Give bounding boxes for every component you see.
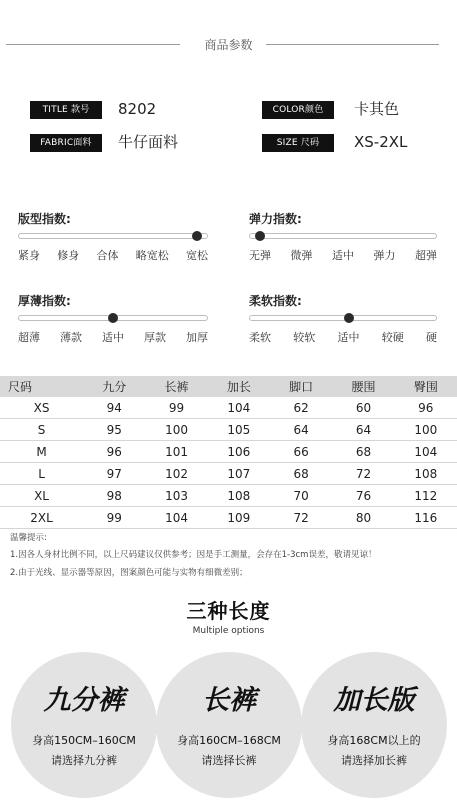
elasticity-label: 弹力 <box>373 249 396 262</box>
length-option-extra-long <box>301 652 447 798</box>
length-option-advice: 请选择加长裤 <box>341 754 407 767</box>
length-option-name: 加长版 <box>333 685 415 716</box>
elasticity-index-labels <box>249 247 437 263</box>
notes-line-2: 2.由于光线、显示器等原因，图案颜色可能与实物有细微差别； <box>10 568 248 578</box>
thickness-label: 适中 <box>102 331 124 344</box>
table-cell: 94 <box>83 397 145 419</box>
fit-index-title: 版型指数: <box>18 212 71 226</box>
table-cell: 70 <box>270 485 332 507</box>
table-cell: 109 <box>208 507 270 529</box>
fit-index-track <box>18 233 208 239</box>
table-cell: 108 <box>208 485 270 507</box>
elasticity-index-marker <box>255 231 265 241</box>
thickness-index-labels <box>18 329 208 345</box>
lengths-subtitle: Multiple options <box>192 626 265 636</box>
table-cell: 2XL <box>0 507 83 529</box>
table-cell: 107 <box>208 463 270 485</box>
size-table <box>0 376 457 529</box>
table-cell: 105 <box>208 419 270 441</box>
thickness-label: 加厚 <box>186 331 208 344</box>
fit-index-marker <box>192 231 202 241</box>
table-cell: 97 <box>83 463 145 485</box>
length-option-ninth <box>11 652 157 798</box>
table-cell: 106 <box>208 441 270 463</box>
table-cell: 80 <box>332 507 394 529</box>
length-option-name: 长裤 <box>202 685 256 716</box>
table-row <box>0 507 457 529</box>
length-option-long <box>156 652 302 798</box>
thickness-label: 厚款 <box>144 331 166 344</box>
header-extra-long: 加长 <box>208 376 270 397</box>
table-cell: 96 <box>83 441 145 463</box>
fit-index-labels <box>18 247 208 263</box>
table-row <box>0 419 457 441</box>
softness-label: 适中 <box>337 331 360 344</box>
header-long: 长裤 <box>145 376 207 397</box>
notes-line-1: 1.因各人身材比例不同，以上尺码建议仅供参考；因是手工测量，会存在1-3cm误差，敬请见谅！ <box>10 550 377 560</box>
color-value: 卡其色 <box>354 100 400 118</box>
table-cell: 104 <box>145 507 207 529</box>
table-cell: 96 <box>395 397 457 419</box>
table-row <box>0 463 457 485</box>
section-title: 商品参数 <box>204 38 253 52</box>
table-cell: L <box>0 463 83 485</box>
thickness-label: 薄款 <box>60 331 82 344</box>
softness-label: 较软 <box>293 331 316 344</box>
table-cell: 62 <box>270 397 332 419</box>
table-cell: 104 <box>208 397 270 419</box>
color-tag: COLOR颜色 <box>262 101 334 119</box>
header-hem: 脚口 <box>270 376 332 397</box>
elasticity-label: 超弹 <box>415 249 437 262</box>
header-size: 尺码 <box>0 376 83 397</box>
table-cell: 60 <box>332 397 394 419</box>
table-cell: 68 <box>332 441 394 463</box>
table-cell: 101 <box>145 441 207 463</box>
table-cell: XL <box>0 485 83 507</box>
fit-label: 宽松 <box>186 249 208 262</box>
table-cell: XS <box>0 397 83 419</box>
elasticity-index-title: 弹力指数: <box>249 212 302 226</box>
title-value: 8202 <box>118 100 157 118</box>
softness-label: 柔软 <box>249 331 271 344</box>
notes-title: 温馨提示: <box>10 533 47 543</box>
header-waist: 腰围 <box>332 376 394 397</box>
table-cell: 100 <box>395 419 457 441</box>
fabric-tag: FABRIC面料 <box>30 134 102 152</box>
size-table-header <box>0 376 457 397</box>
length-option-advice: 请选择九分裤 <box>51 754 117 767</box>
title-tag: TITLE 款号 <box>30 101 102 119</box>
length-option-height: 身高168CM以上的 <box>327 734 421 747</box>
length-option-name: 九分裤 <box>43 685 125 716</box>
header-ninth: 九分 <box>83 376 145 397</box>
thickness-index-marker <box>108 313 118 323</box>
size-tag: SIZE 尺码 <box>262 134 334 152</box>
softness-label: 硬 <box>426 331 437 344</box>
fit-label: 合体 <box>96 249 119 262</box>
softness-label: 较硬 <box>381 331 404 344</box>
table-cell: 99 <box>83 507 145 529</box>
table-cell: M <box>0 441 83 463</box>
table-row <box>0 485 457 507</box>
lengths-title: 三种长度 <box>186 599 271 623</box>
table-row <box>0 441 457 463</box>
table-cell: 66 <box>270 441 332 463</box>
table-cell: 103 <box>145 485 207 507</box>
table-row <box>0 397 457 419</box>
length-option-height: 身高150CM–160CM <box>32 734 136 747</box>
softness-index-title: 柔软指数: <box>249 294 302 308</box>
table-cell: 116 <box>395 507 457 529</box>
table-cell: 68 <box>270 463 332 485</box>
table-cell: 64 <box>332 419 394 441</box>
elasticity-label: 无弹 <box>249 249 271 262</box>
table-cell: 72 <box>332 463 394 485</box>
softness-index-track <box>249 315 437 321</box>
size-value: XS-2XL <box>354 133 408 151</box>
length-option-height: 身高160CM–168CM <box>177 734 281 747</box>
table-cell: 99 <box>145 397 207 419</box>
fit-label: 略宽松 <box>135 249 169 262</box>
thickness-label: 超薄 <box>18 331 40 344</box>
table-cell: 104 <box>395 441 457 463</box>
fabric-value: 牛仔面料 <box>118 133 179 151</box>
elasticity-label: 适中 <box>332 249 354 262</box>
table-cell: 76 <box>332 485 394 507</box>
table-cell: 64 <box>270 419 332 441</box>
table-cell: 112 <box>395 485 457 507</box>
softness-index-marker <box>344 313 354 323</box>
header-hip: 臀围 <box>395 376 457 397</box>
table-cell: 72 <box>270 507 332 529</box>
fit-label: 修身 <box>57 249 80 262</box>
elasticity-label: 微弹 <box>290 249 313 262</box>
table-cell: 95 <box>83 419 145 441</box>
table-cell: 98 <box>83 485 145 507</box>
table-cell: S <box>0 419 83 441</box>
softness-index-labels <box>249 329 437 345</box>
table-cell: 108 <box>395 463 457 485</box>
table-cell: 100 <box>145 419 207 441</box>
elasticity-index-track <box>249 233 437 239</box>
length-option-advice: 请选择长裤 <box>201 754 257 767</box>
thickness-index-title: 厚薄指数: <box>18 294 71 308</box>
table-cell: 102 <box>145 463 207 485</box>
fit-label: 紧身 <box>18 249 40 262</box>
